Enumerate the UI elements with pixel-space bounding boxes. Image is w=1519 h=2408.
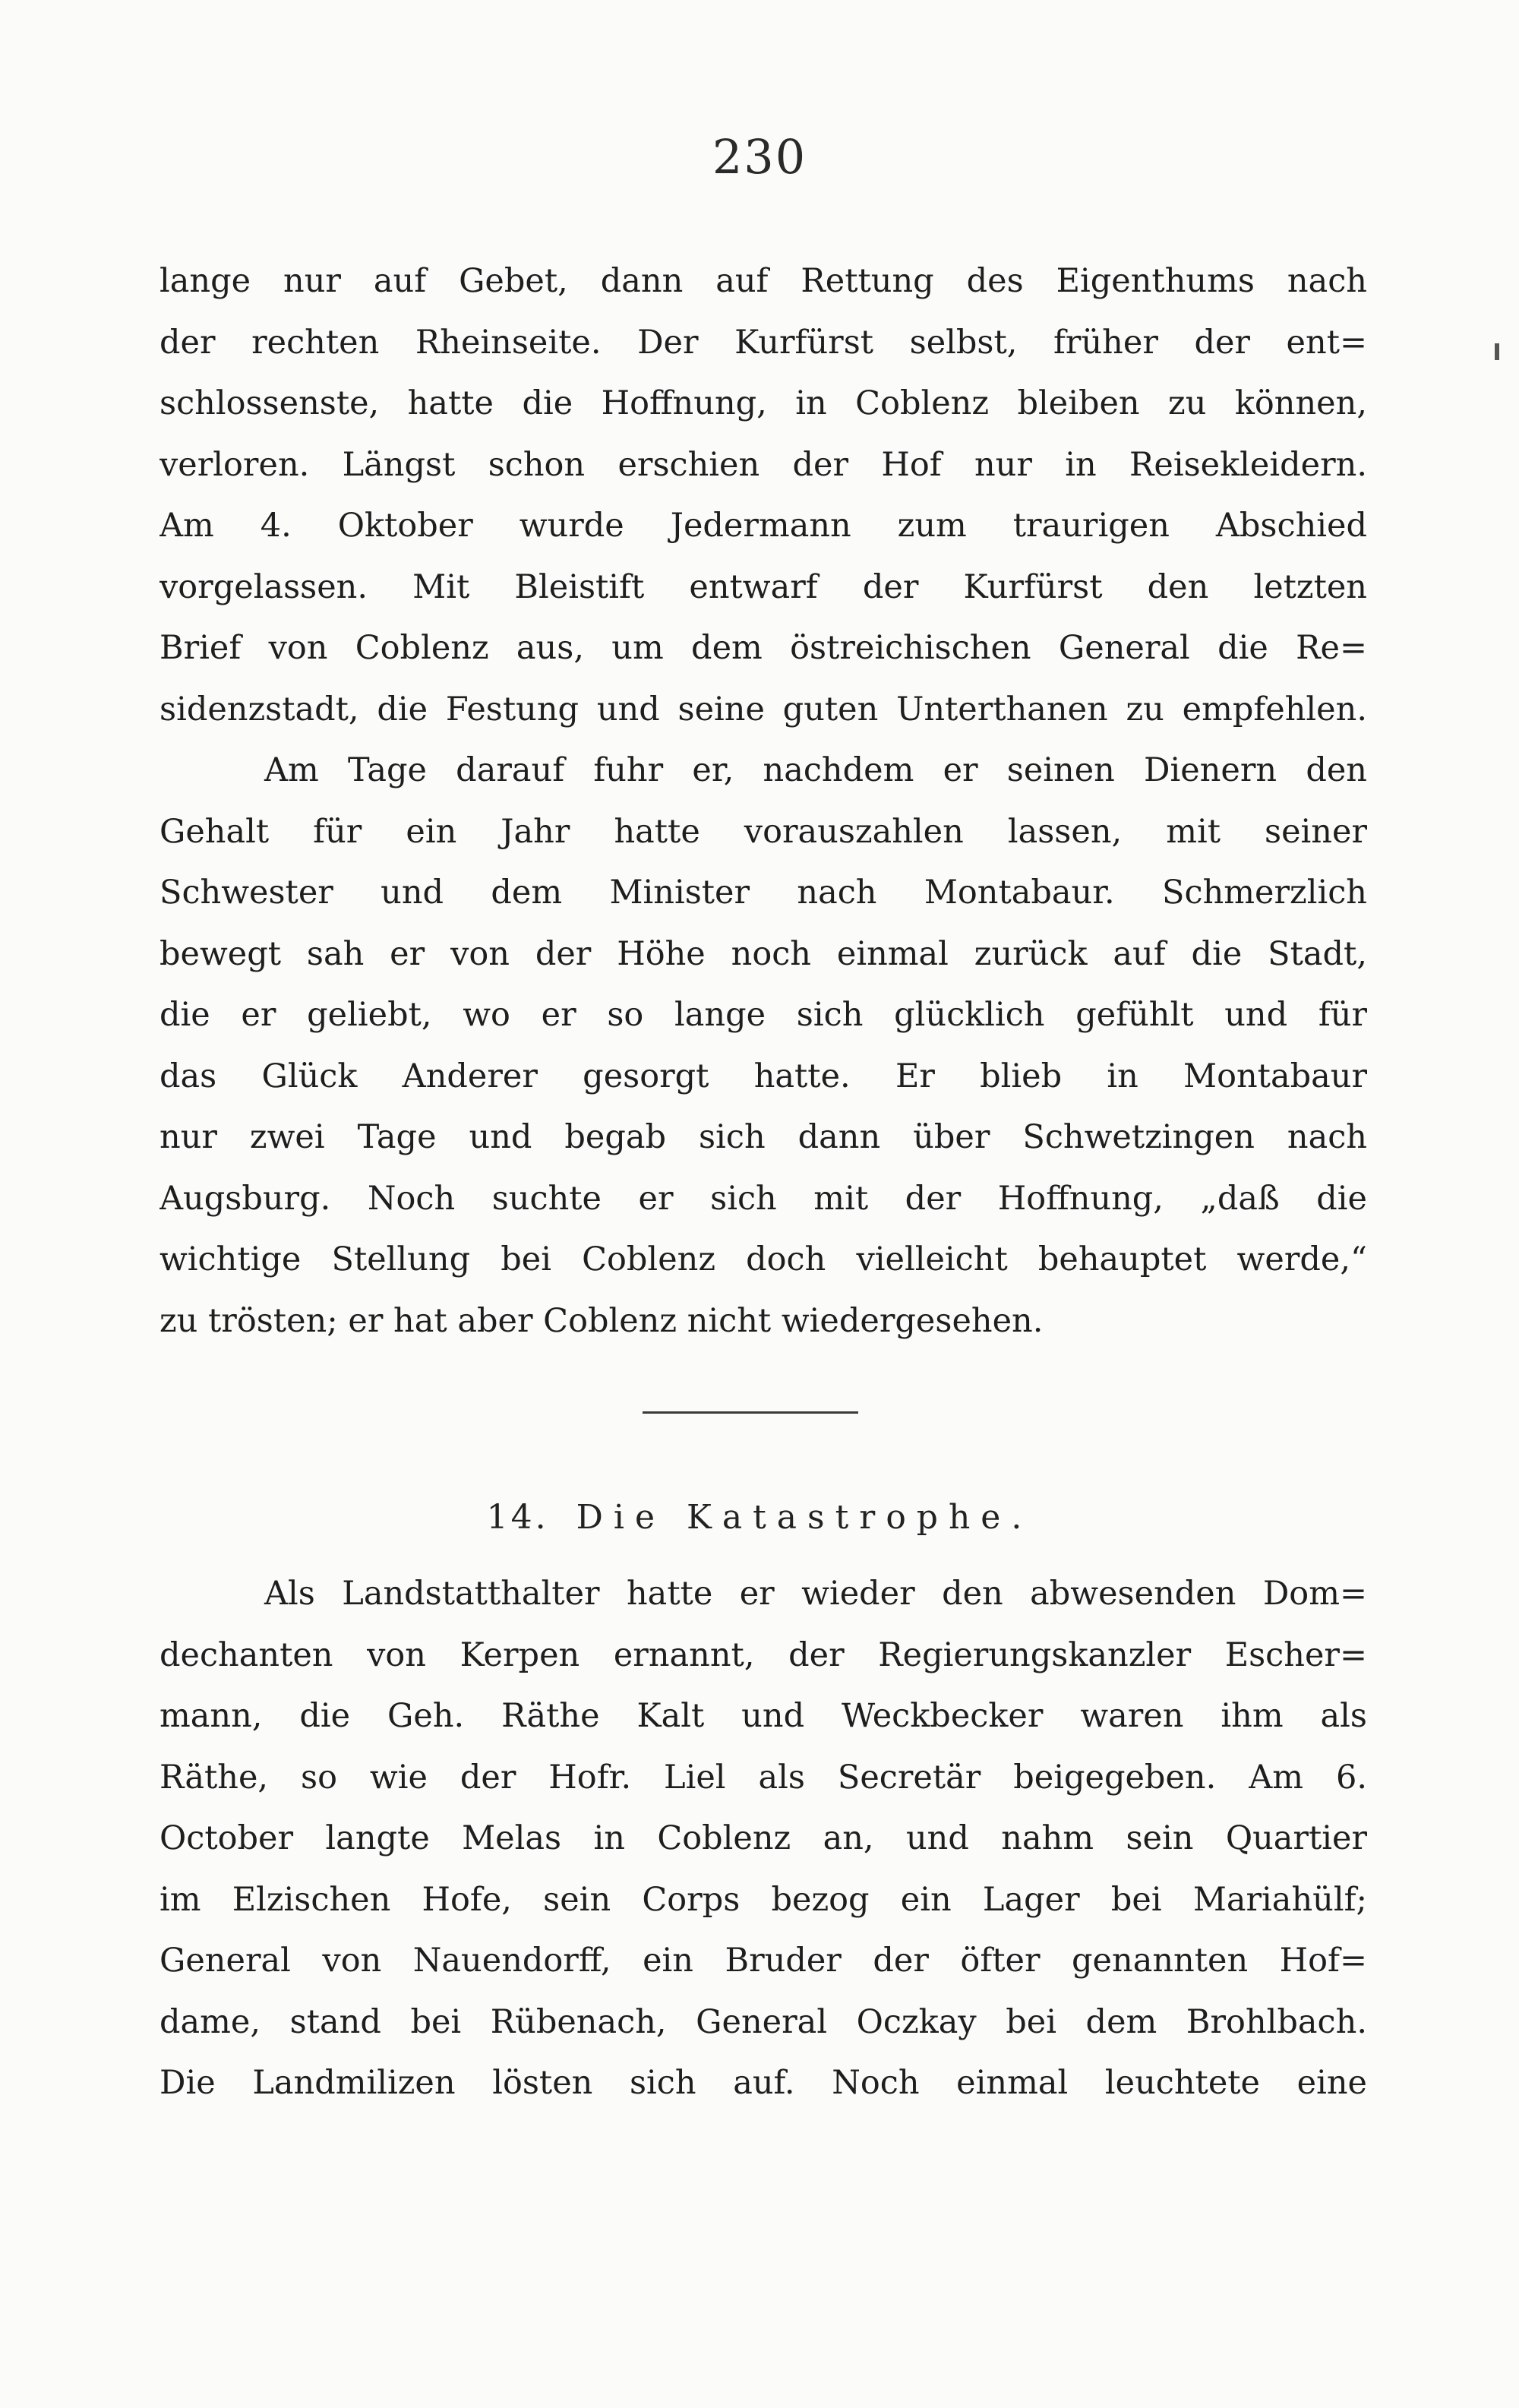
text-line: Gehalt für ein Jahr hatte vorauszahlen lassen, mit seiner: [159, 812, 1367, 851]
text-line: wichtige Stellung bei Coblenz doch vielleicht behauptet werde,“: [159, 1240, 1367, 1278]
text-line: Am Tage darauf fuhr er, nachdem er seinen Dienern den: [264, 751, 1367, 789]
text-line: Die Landmilizen lösten sich auf. Noch einmal leuchtete eine: [159, 2064, 1367, 2102]
text-line: Brief von Coblenz aus, um dem östreichischen General die Re=: [159, 629, 1367, 667]
text-line: Schwester und dem Minister nach Montabaur. Schmerzlich: [159, 874, 1367, 912]
text-line: verloren. Längst schon erschien der Hof nur in Reisekleidern.: [159, 445, 1367, 484]
section-divider: [643, 1411, 858, 1414]
text-line: Am 4. Oktober wurde Jedermann zum traurigen Abschied: [159, 507, 1367, 545]
text-line: vorgelassen. Mit Bleistift entwarf der Kurfürst den letzten: [159, 567, 1367, 606]
text-line: die er geliebt, wo er so lange sich glücklich gefühlt und für: [159, 996, 1367, 1034]
text-line: der rechten Rheinseite. Der Kurfürst selbst, früher der ent=: [159, 323, 1367, 362]
margin-mark: [1495, 343, 1499, 360]
text-line: dechanten von Kerpen ernannt, der Regierungskanzler Escher=: [159, 1635, 1367, 1674]
text-line: im Elzischen Hofe, sein Corps bezog ein Lager bei Mariahülf;: [159, 1880, 1367, 1919]
text-line: Augsburg. Noch suchte er sich mit der Hoffnung, „daß die: [159, 1179, 1367, 1218]
text-line: lange nur auf Gebet, dann auf Rettung des Eigenthums nach: [159, 262, 1367, 300]
chapter-heading: [0, 1487, 1519, 1548]
text-line: sidenzstadt, die Festung und seine guten Unterthanen zu empfehlen.: [159, 690, 1367, 728]
text-line: das Glück Anderer gesorgt hatte. Er blieb in Montabaur: [159, 1057, 1367, 1095]
text-line: dame, stand bei Rübenach, General Oczkay bei dem Brohlbach.: [159, 2002, 1367, 2041]
text-line: Als Landstatthalter hatte er wieder den abwesenden Dom=: [264, 1575, 1367, 1613]
text-line: General von Nauendorff, ein Bruder der öfter genannten Hof=: [159, 1942, 1367, 1980]
chapter-title: Die Katastrophe.: [576, 1498, 1033, 1537]
text-line: nur zwei Tage und begab sich dann über Schwetzingen nach: [159, 1118, 1367, 1156]
text-line: mann, die Geh. Räthe Kalt und Weckbecker waren ihm als: [159, 1697, 1367, 1735]
page-number: 230: [712, 129, 807, 185]
chapter-number: 14.: [486, 1498, 549, 1537]
text-line: schlossenste, hatte die Hoffnung, in Coblenz bleiben zu können,: [159, 384, 1367, 422]
text-line: bewegt sah er von der Höhe noch einmal zurück auf die Stadt,: [159, 934, 1367, 973]
paragraph-continuation: [159, 251, 1367, 1351]
chapter-paragraph: [159, 1563, 1367, 2114]
text-line: zu trösten; er hat aber Coblenz nicht wiedergesehen.: [159, 1301, 1044, 1340]
text-line: Räthe, so wie der Hofr. Liel als Secretär beigegeben. Am 6.: [159, 1758, 1367, 1797]
text-line: October langte Melas in Coblenz an, und nahm sein Quartier: [159, 1819, 1367, 1857]
